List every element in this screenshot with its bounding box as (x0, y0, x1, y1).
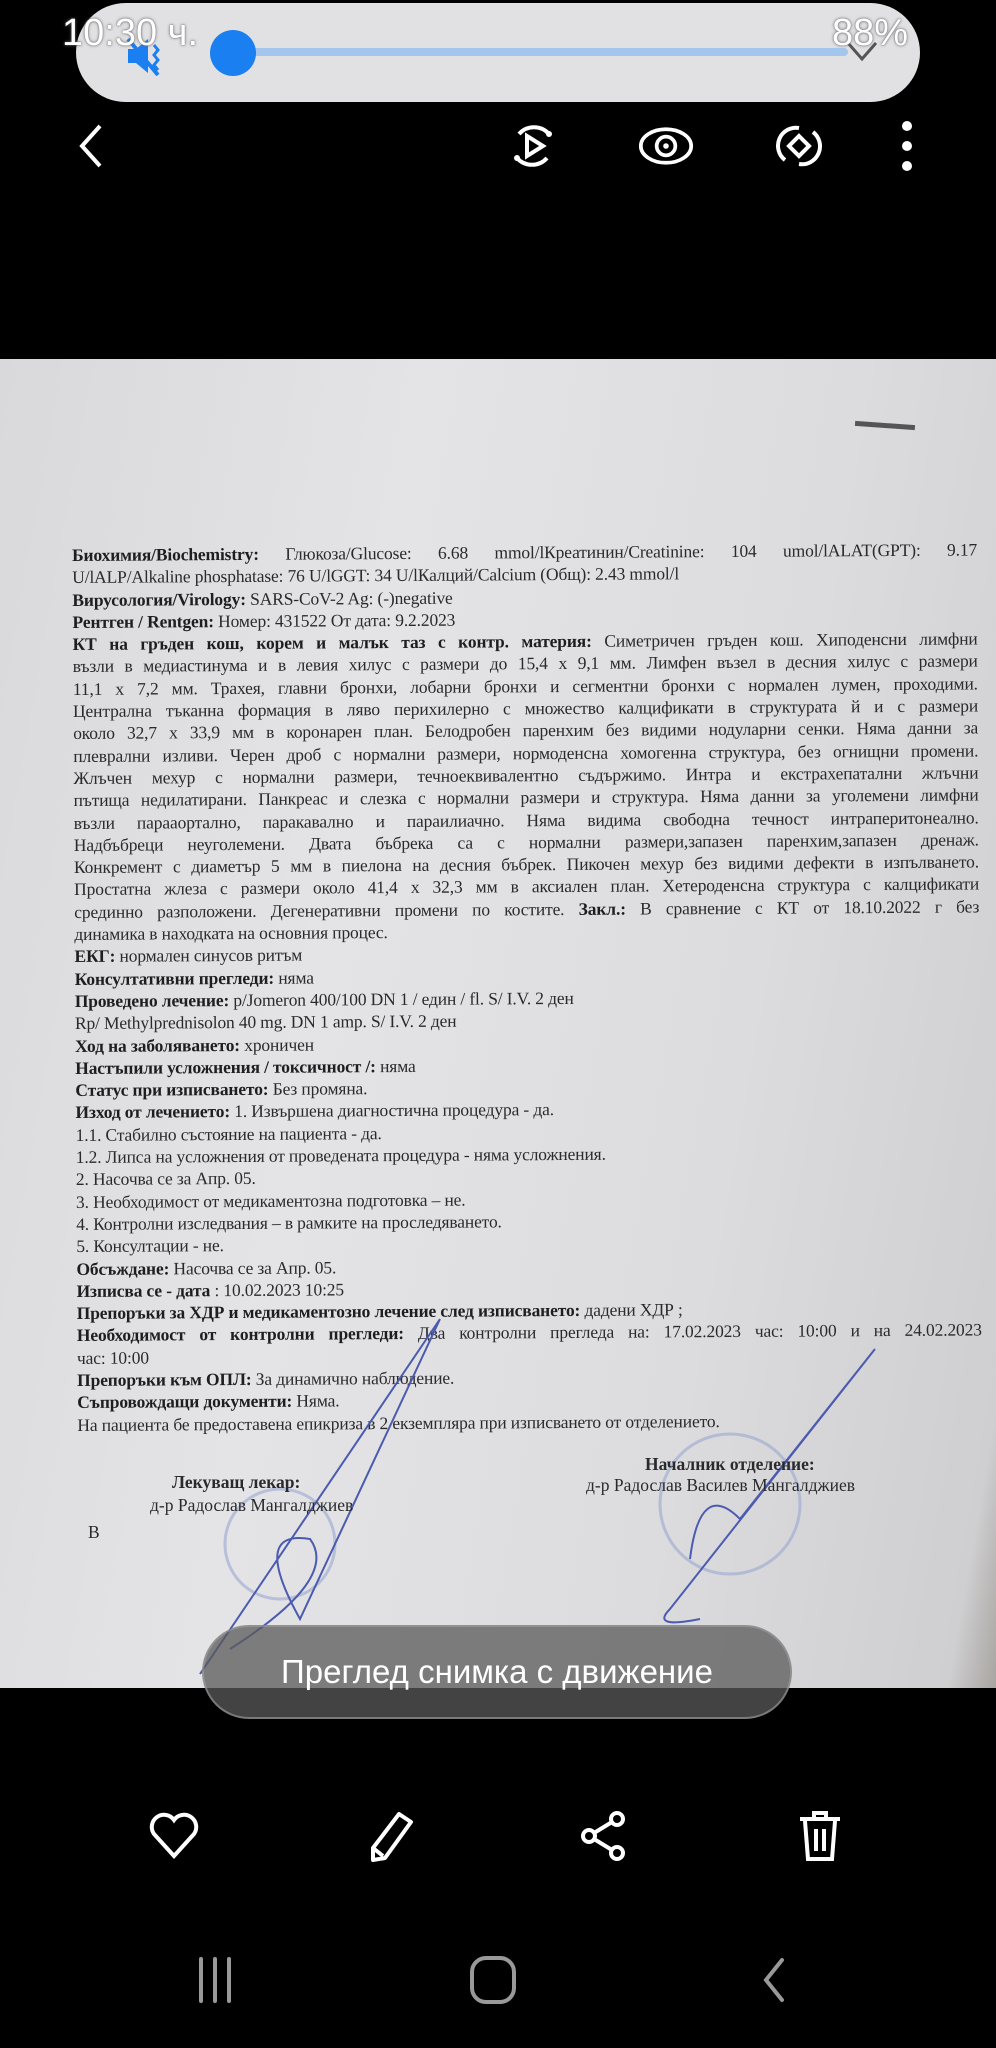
pencil-icon (363, 1810, 415, 1862)
field-value: няма (375, 1055, 416, 1076)
field-value: 3. Необходимост от медикаментозна подготовка – не. (75, 1189, 466, 1212)
field-label: Необходимост от контролни прегледи: (76, 1323, 404, 1346)
field-value: плеврални изливи. Черен дроб с нормални размери, нормоденсна хомогенна структура, без огнищни промени. (73, 740, 979, 766)
field-value: Два контролни прегледа на: 17.02.2023 час: 10:00 и на 24.02.2023 (403, 1319, 982, 1344)
field-value: 2. Насочва се за Апр. 05. (75, 1168, 256, 1190)
eye-icon (638, 124, 694, 168)
field-label: Консултативни прегледи: (74, 967, 275, 989)
favorite-button[interactable] (144, 1806, 204, 1866)
field-value: Глюкоза/Glucose: 6.68 mmol/lКреатинин/Creatinine: 104 umol/lALAT(GPT): 9.17 (258, 539, 978, 564)
field-value: няма (274, 967, 314, 988)
rotate-icon (773, 120, 825, 172)
battery-percent: 88% (832, 12, 909, 54)
field-value: p/Jomeron 400/100 DN 1 / един / fl. S/ I.V. 2 ден (229, 987, 574, 1010)
field-value: 5. Консултации - не. (76, 1235, 224, 1257)
treating-doctor-label: Лекуващ лекар: (172, 1472, 301, 1492)
field-value: 4. Контролни изследвания – в рамките на проследяването. (76, 1211, 502, 1234)
field-value: 1.2. Липса на усложнения от проведената процедура - няма усложнения. (75, 1143, 606, 1168)
field-value: Простатна жлеза с размери около 41,4 x 32,3 мм в аксиален план. Хетероденсна структура с калцификати (74, 873, 980, 900)
field-value: 11,1 x 7,2 мм. Трахея, главни бронхи, лобарни бронхи и сегментни бронхи с нормален лумен, проходими. (72, 673, 978, 699)
field-value: пътища недилатирани. Панкреас и слезка с нормални размери и структура. Няма данни за уголемени лимфни (73, 784, 979, 811)
field-value: Насочва се за Апр. 05. (169, 1256, 337, 1278)
field-value: Няма. (292, 1390, 340, 1411)
field-value: час: 10:00 (76, 1347, 149, 1368)
nav-back-button[interactable] (743, 1950, 803, 2010)
field-value: 1. Извършена диагностична процедура - да. (229, 1099, 554, 1122)
more-vert-icon (899, 120, 915, 172)
field-label: Обсъждане: (76, 1257, 170, 1279)
field-value: Надбъбреци неуголемени. Двата бъбрека са с нормални размери,запазен паренхим,запазен дренаж. (73, 829, 979, 855)
more-options-button[interactable] (879, 118, 935, 174)
field-label: Изход от лечението: (75, 1101, 231, 1123)
back-arrow-icon (76, 122, 106, 170)
field-value: Без промяна. (268, 1078, 368, 1099)
field-value: Номер: 431522 От дата: 9.2.2023 (213, 609, 456, 632)
field-label: Настъпили усложнения / токсичност /: (75, 1055, 376, 1078)
field-value: хроничен (239, 1034, 314, 1055)
field-value: нормален синусов ритъм (115, 944, 303, 967)
field-value: Конкремент с диаметър 5 мм в пиелона на десния бъбрек. Пикочен мехур без видими дефекти в изпълването. (73, 851, 980, 878)
field-value: дадени ХДР ; (580, 1299, 683, 1321)
field-value: срединно разположени. Дегенеративни промени по костите. (74, 898, 579, 922)
field-value: около 32,7 x 33,9 мм в коронарен план. Белодробен паренхим без видими нодуларни сенки. Няма данни за (73, 717, 979, 744)
field-value: SARS-CoV-2 Ag: (-)negative (245, 587, 453, 609)
field-label: Съпровождащи документи: (77, 1390, 293, 1413)
treating-doctor-name: д-р Радослав Мангалджиев (150, 1495, 354, 1515)
field-label: Закл.: (578, 898, 626, 919)
nav-back-icon (758, 1957, 788, 2003)
heart-icon (148, 1812, 200, 1860)
field-label: Препоръки към ОПЛ: (77, 1368, 252, 1390)
motion-play-icon (507, 120, 559, 172)
field-value: За динамично наблюдение. (251, 1367, 455, 1389)
share-button[interactable] (573, 1806, 633, 1866)
field-label: Препоръки за ХДР и медикаментозно лечение след изписването: (76, 1300, 581, 1324)
home-icon (468, 1955, 518, 2005)
field-value: 1.1. Стабилно състояние на пациента - да. (75, 1122, 382, 1145)
field-value: възли парааортално, паракавално и параилиачно. Няма видима свободна течност интраперитонеално. (73, 807, 979, 833)
field-value: На пациента бе предоставена епикриза в 2 екземпляра при изписването от отделението. (77, 1410, 720, 1435)
bixby-vision-button[interactable] (638, 118, 694, 174)
back-button[interactable] (63, 118, 119, 174)
photo-viewer-image[interactable] (0, 359, 996, 1688)
field-value: U/lALP/Alkaline phosphatase: 76 U/lGGT: 34 U/lКалций/Calcium (Общ): 2.43 mmol/l (72, 563, 680, 588)
share-icon (577, 1809, 629, 1863)
recents-icon (193, 1957, 237, 2003)
field-label: Статус при изписването: (75, 1078, 269, 1101)
field-label: Ход на заболяването: (75, 1034, 241, 1056)
field-label: Рентген / Rentgen: (72, 611, 214, 632)
field-value: В сравнение с КТ от 18.10.2022 г без (625, 896, 980, 919)
delete-button[interactable] (790, 1806, 850, 1866)
field-value: Жлъчен мехур с нормални размери, течноеквивалентно съдържимо. Интра и екстрахепатални жлъчни (73, 762, 979, 788)
head-of-department-name: д-р Радослав Василев Мангалджиев (586, 1475, 855, 1495)
field-value: възли в медиастинума и в левия хилус с размери до 15,4 x 9,1 мм. Лимфен възел в десния хилус с размери (72, 650, 978, 677)
field-label: КТ на гръден кош, корем и малък таз с контр. материя: (72, 631, 592, 655)
footer-mark: В (88, 1522, 100, 1542)
field-label: Вирусология/Virology: (72, 588, 246, 610)
field-label: Проведено лечение: (74, 989, 230, 1011)
play-motion-button[interactable] (505, 118, 561, 174)
field-value: Rp/ Methylprednisolon 40 mg. DN 1 amp. S/ I.V. 2 ден (74, 1010, 457, 1034)
rotate-button[interactable] (771, 118, 827, 174)
field-label: ЕКГ: (74, 946, 116, 967)
field-value: Симетричен гръден кош. Хиподенсни лимфни (591, 628, 978, 652)
status-bar (0, 0, 996, 60)
edit-button[interactable] (359, 1806, 419, 1866)
field-label: Биохимия/Biochemistry: (72, 543, 259, 565)
field-label: Изписва се - дата (76, 1279, 211, 1301)
field-value: динамика в находката на основния процес. (74, 922, 388, 945)
field-value: : 10.02.2023 10:25 (210, 1279, 345, 1300)
field-value: Централна тъканна формация в ляво перихилерно с множество калцификати в структурата й и с размери (72, 695, 979, 722)
recent-apps-button[interactable] (185, 1950, 245, 2010)
view-motion-photo-button[interactable]: Преглед снимка с движение (202, 1625, 792, 1719)
status-time: 10:30 ч. (62, 12, 199, 54)
trash-icon (796, 1809, 844, 1863)
home-button[interactable] (463, 1950, 523, 2010)
head-of-department-label: Началник отделение: (645, 1454, 815, 1474)
